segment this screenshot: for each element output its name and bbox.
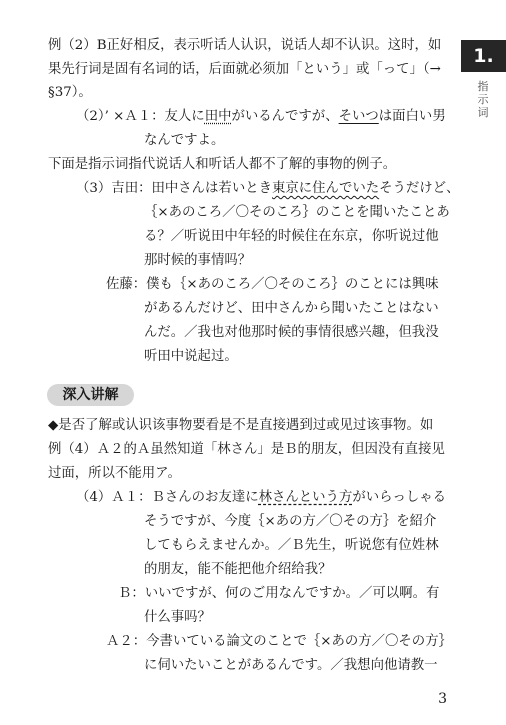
example-3-line: （3）吉田：田中さんは若いとき東京に住んでいたそうだけど、 bbox=[76, 181, 460, 196]
example-line: に伺いたいことがあるんです。／我想向他请教一 bbox=[144, 658, 438, 673]
chapter-label: 指示词 bbox=[477, 80, 489, 119]
example-2-prime-line: （2）’ ×Ａ１：友人に田中がいるんですが、そいつは面白い男 bbox=[76, 109, 446, 124]
example-line: 什么事吗？ bbox=[144, 610, 211, 625]
body-line: 例（4）Ａ２的Ａ虽然知道「林さん」是Ｂ的朋友，但因没有直接见 bbox=[48, 442, 445, 457]
section-heading: 深入讲解 bbox=[47, 384, 134, 406]
example-4-line: （4）Ａ１：Ｂさんのお友達に林さんという方がいらっしゃる bbox=[76, 490, 447, 505]
example-line: 那时候的事情吗？ bbox=[144, 253, 252, 268]
example-line: なんですよ。 bbox=[144, 133, 225, 148]
example-line: ｛×あのころ／〇そのころ｝のことを聞いたことあ bbox=[144, 205, 450, 220]
body-line: §37）。 bbox=[48, 85, 92, 100]
example-line: Ｂ：いいですが、何のご用なんですか。／可以啊。有 bbox=[118, 586, 440, 601]
example-line: してもらえませんか。／Ｂ先生，听说您有位姓林 bbox=[144, 538, 439, 553]
chapter-number-tab: 1. bbox=[461, 40, 506, 72]
example-line: る？／听说田中年轻的时候住在东京，你听说过他 bbox=[144, 229, 439, 244]
example-line: 的朋友，能不能把他介绍给我？ bbox=[144, 562, 332, 577]
example-line: Ａ２：今書いている論文のことで｛×あの方／〇その方｝ bbox=[106, 634, 452, 649]
example-line: そうですが、今度｛×あの方／〇その方｝を紹介 bbox=[144, 514, 437, 529]
example-line: 听田中说起过。 bbox=[144, 349, 238, 364]
body-line: ◆是否了解或认识该事物要看是不是直接遇到过或见过该事物。如 bbox=[48, 418, 434, 433]
body-line: 例（2）B正好相反，表示听话人认识，说话人却不认识。这时，如 bbox=[48, 38, 442, 53]
body-line: 下面是指示词指代说话人和听话人都不了解的事物的例子。 bbox=[48, 157, 397, 172]
body-line: 过面，所以不能用ア。 bbox=[48, 466, 181, 481]
example-line: があるんだけど、田中さんから聞いたことはない bbox=[144, 301, 439, 316]
example-line: んだ。／我也对他那时候的事情很感兴趣，但我没 bbox=[144, 325, 439, 340]
body-line: 果先行词是固有名词的话，后面就必须加「という」或「って」（→ bbox=[48, 62, 441, 77]
page-number: 3 bbox=[438, 691, 447, 707]
example-line: 佐藤：僕も｛×あのころ／〇そのころ｝のことには興味 bbox=[106, 277, 439, 292]
